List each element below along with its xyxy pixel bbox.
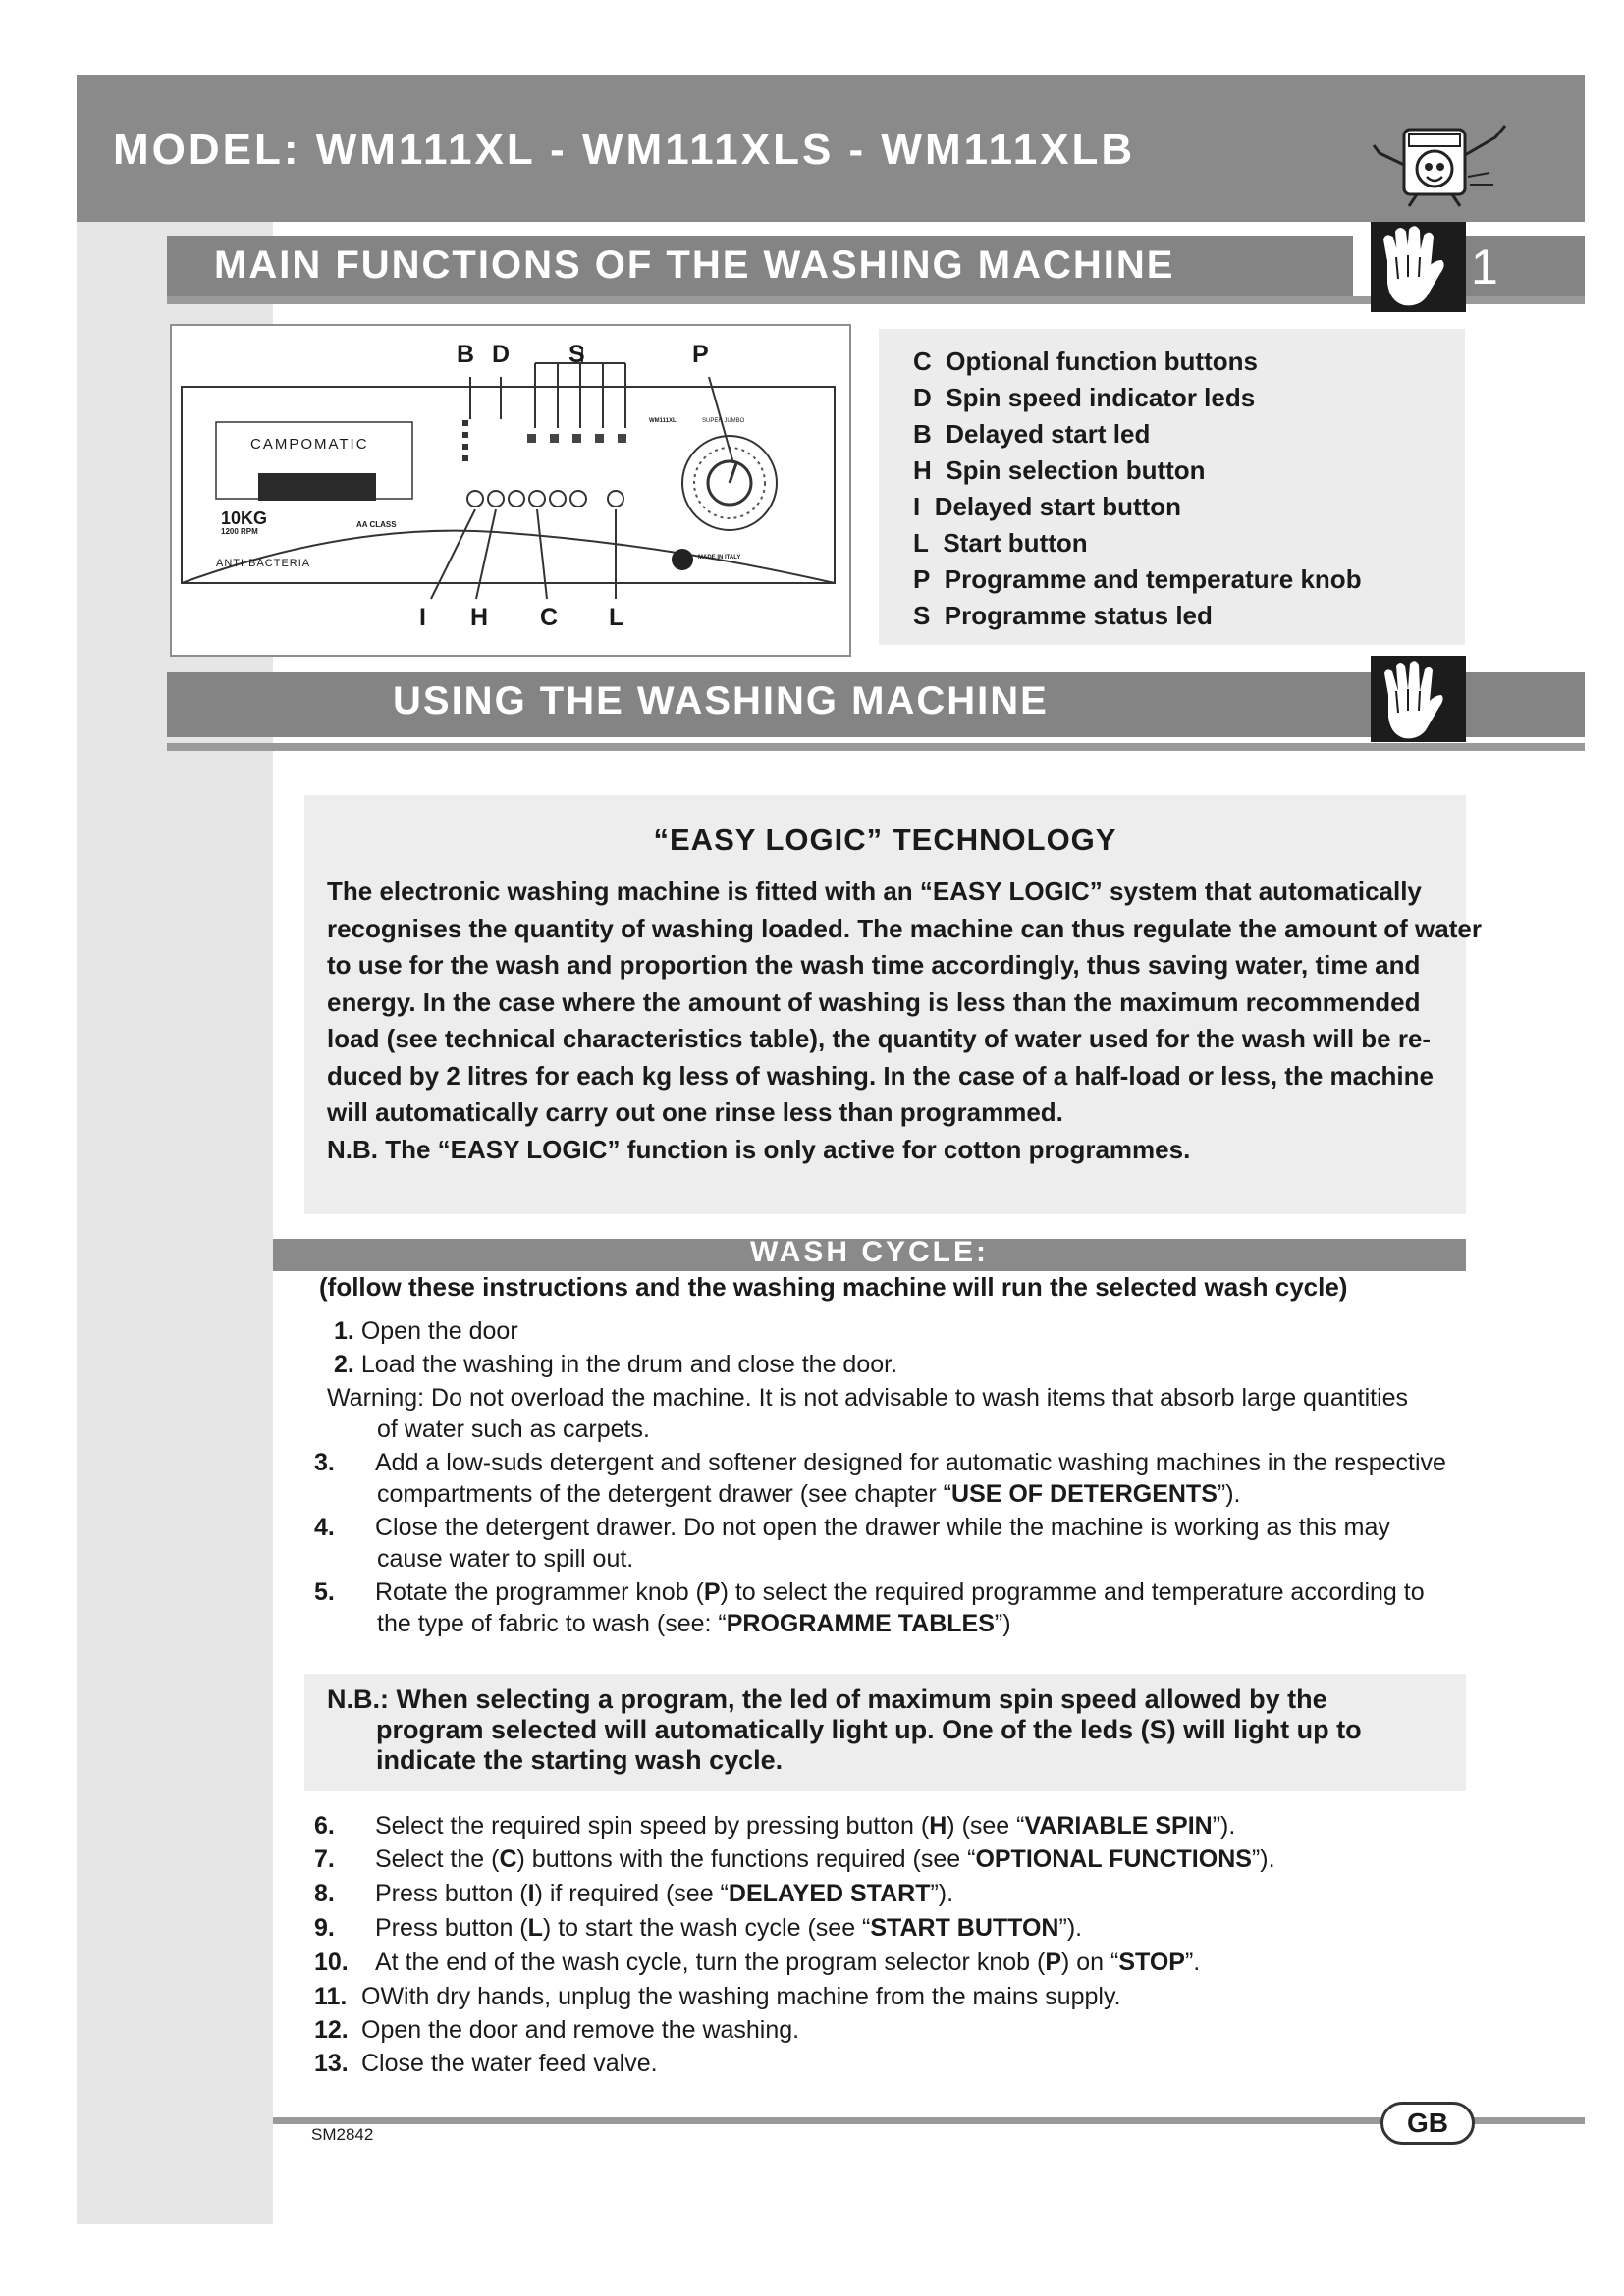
legend-item: S Programme status led — [913, 601, 1213, 630]
language-badge: GB — [1380, 2102, 1475, 2145]
diagram-label-h: H — [470, 604, 489, 631]
wash-step: 1. Open the door — [334, 1317, 518, 1345]
easy-logic-line: The electronic washing machine is fitted with an “EASY LOGIC” system that automatically — [327, 877, 1422, 906]
wash-step-cont: compartments of the detergent drawer (see chapter “USE OF DETERGENTS”). — [377, 1480, 1241, 1508]
panel-brand: CAMPOMATIC — [250, 436, 369, 453]
wash-step: 3. Add a low-suds detergent and softener designed for automatic washing machines in the respective — [314, 1449, 1446, 1476]
panel-rpm: 1200 RPM — [221, 527, 258, 536]
easy-logic-line: load (see technical characteristics table), the quantity of water used for the wash will be re- — [327, 1024, 1432, 1053]
panel-made-in: MADE IN ITALY — [698, 555, 741, 561]
panel-anti-bacteria: ANTI BACTERIA — [216, 558, 311, 569]
model-title: MODEL: WM111XL - WM111XLS - WM111XLB — [113, 126, 1136, 174]
legend-item: B Delayed start led — [913, 419, 1151, 449]
wash-warning: of water such as carpets. — [377, 1415, 650, 1443]
diagram-label-d: D — [492, 341, 511, 368]
diagram-label-p: P — [692, 341, 709, 368]
legend-item: D Spin speed indicator leds — [913, 383, 1256, 412]
panel-energy-class: AA CLASS — [356, 520, 397, 529]
wash-step: 6. Select the required spin speed by pressing button (H) (see “VARIABLE SPIN”). — [314, 1812, 1236, 1840]
wash-step: 12. Open the door and remove the washing. — [314, 2016, 800, 2044]
wash-cycle-subtitle: (follow these instructions and the washing machine will run the selected wash cycle) — [319, 1272, 1348, 1302]
nb-note-text: N.B.: When selecting a program, the led of maximum spin speed allowed by the program selected will automatically light up. One of the leds (S) will light up to indicate the starting wash cycle. — [327, 1684, 1362, 1775]
hand-icon — [1371, 656, 1466, 742]
wash-step: 10. At the end of the wash cycle, turn the program selector knob (P) on “STOP”. — [314, 1949, 1201, 1976]
legend-item: P Programme and temperature knob — [913, 564, 1362, 594]
legend-box — [879, 329, 1465, 645]
legend-item: C Optional function buttons — [913, 347, 1258, 376]
hand-icon — [1371, 222, 1466, 312]
easy-logic-line: will automatically carry out one rinse less than programmed. — [327, 1097, 1063, 1127]
section1-title: MAIN FUNCTIONS OF THE WASHING MACHINE — [214, 243, 1175, 287]
panel-capacity: 10KG — [221, 508, 268, 528]
easy-logic-line: duced by 2 litres for each kg less of washing. In the case of a half-load or less, the machine — [327, 1060, 1434, 1091]
document-code: SM2842 — [311, 2125, 374, 2144]
wash-step: 5. Rotate the programmer knob (P) to select the required programme and temperature according to — [314, 1578, 1425, 1606]
legend-item: H Spin selection button — [913, 455, 1206, 485]
washing-machine-mascot-icon — [1370, 116, 1517, 209]
wash-step-cont: cause water to spill out. — [377, 1545, 634, 1573]
diagram-label-b: B — [457, 341, 475, 368]
wash-step: 7. Select the (C) buttons with the functions required (see “OPTIONAL FUNCTIONS”). — [314, 1845, 1275, 1873]
easy-logic-line: N.B. The “EASY LOGIC” function is only active for cotton programmes. — [327, 1134, 1191, 1164]
wash-step: 8. Press button (I) if required (see “DELAYED START”). — [314, 1880, 954, 1907]
easy-logic-line: to use for the wash and proportion the wash time accordingly, thus saving water, time and — [327, 950, 1421, 980]
easy-logic-line: energy. In the case where the amount of washing is less than the maximum recommended — [327, 987, 1421, 1017]
diagram-label-s: S — [568, 341, 585, 368]
wash-step: 2. Load the washing in the drum and close the door. — [334, 1351, 898, 1378]
wash-cycle-title: WASH CYCLE: — [750, 1236, 989, 1268]
wash-step: 13. Close the water feed valve. — [314, 2050, 658, 2077]
easy-logic-title: “EASY LOGIC” TECHNOLOGY — [653, 823, 1117, 857]
wash-step: 4. Close the detergent drawer. Do not open the drawer while the machine is working as this may — [314, 1514, 1390, 1541]
section2-rule — [167, 743, 1585, 751]
legend-item: I Delayed start button — [913, 492, 1182, 521]
wash-step-cont: the type of fabric to wash (see: “PROGRAMME TABLES”) — [377, 1610, 1011, 1637]
wash-step: 11. OWith dry hands, unplug the washing machine from the mains supply. — [314, 1983, 1121, 2010]
easy-logic-body — [327, 874, 1505, 1168]
section2-title: USING THE WASHING MACHINE — [393, 679, 1049, 722]
control-panel-diagram — [170, 324, 851, 657]
wash-warning: Warning: Do not overload the machine. It is not advisable to wash items that absorb large quantities — [327, 1384, 1409, 1412]
section1-number: 1 — [1471, 240, 1500, 294]
panel-model: WM111XL — [649, 418, 677, 424]
legend-item: L Start button — [913, 528, 1088, 558]
diagram-label-c: C — [540, 604, 559, 631]
easy-logic-line: recognises the quantity of washing loaded. The machine can thus regulate the amount of water — [327, 913, 1482, 943]
wash-step: 9. Press button (L) to start the wash cycle (see “START BUTTON”). — [314, 1914, 1083, 1942]
diagram-label-l: L — [609, 604, 624, 631]
panel-knob-caption: SUPER JUMBO — [702, 418, 745, 424]
diagram-label-i: I — [419, 604, 426, 631]
